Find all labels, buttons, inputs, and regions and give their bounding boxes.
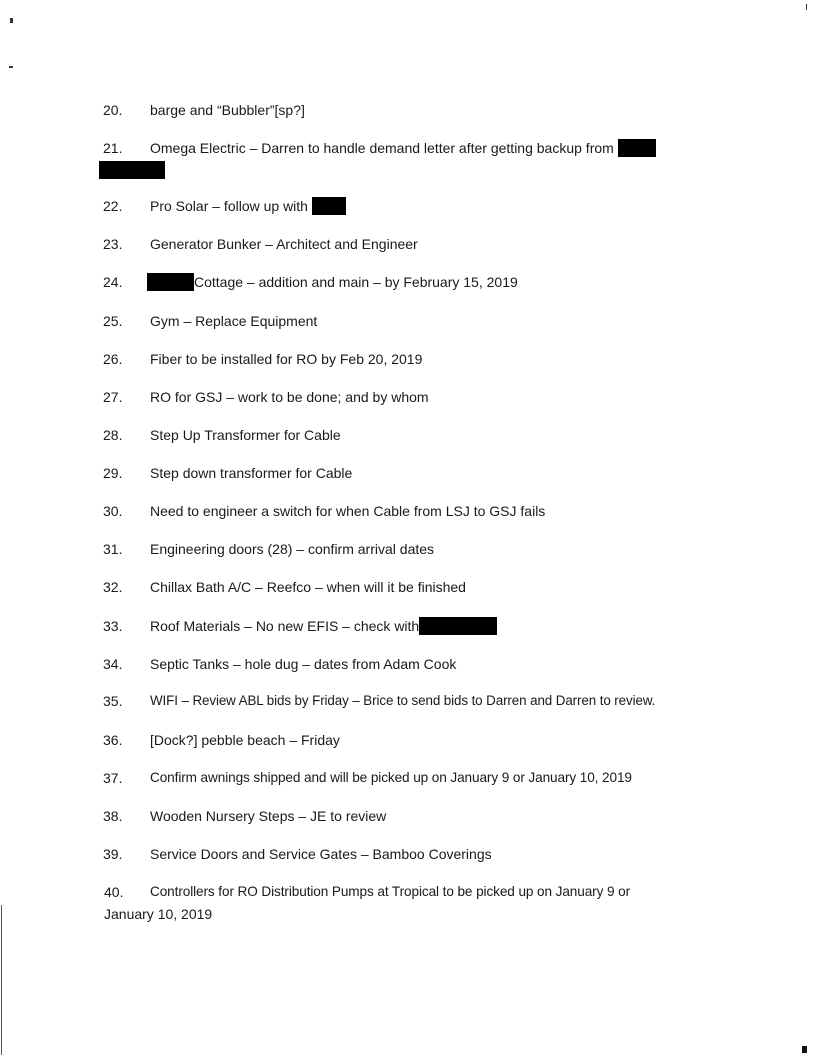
item-text-line	[150, 197, 346, 215]
item-number: 37.	[103, 770, 123, 786]
redaction-box	[99, 161, 165, 179]
item-number: 26.	[103, 351, 123, 367]
item-text: Engineering doors (28) – confirm arrival dates	[150, 541, 435, 557]
scan-speck	[9, 66, 13, 68]
item-text: Service Doors and Service Gates – Bamboo Coverings	[150, 846, 492, 862]
scan-speck	[802, 1046, 807, 1053]
item-text: WIFI – Review ABL bids by Friday – Brice to send bids to Darren and Darren to review.	[150, 693, 656, 708]
redaction-box	[618, 139, 656, 157]
item-number: 24.	[103, 274, 123, 290]
item-text: barge and “Bubbler”[sp?]	[150, 102, 305, 118]
item-text-line	[150, 139, 656, 157]
item-number: 22.	[103, 198, 123, 214]
item-number: 36.	[103, 732, 123, 748]
scan-speck	[10, 18, 13, 23]
item-text: Generator Bunker – Architect and Engineer	[150, 236, 418, 252]
scan-edge-line	[1, 905, 2, 1055]
item-text: Gym – Replace Equipment	[150, 313, 318, 329]
item-number: 39.	[103, 846, 123, 862]
item-text: Pro Solar – follow up with	[150, 198, 308, 214]
item-text: Wooden Nursery Steps – JE to review	[150, 808, 387, 824]
item-text-line	[147, 273, 518, 291]
item-text: RO for GSJ – work to be done; and by whom	[150, 389, 429, 405]
item-number: 40.	[104, 884, 124, 900]
redaction-box	[147, 273, 194, 291]
item-text: Cottage – addition and main – by February 15, 2019	[194, 274, 518, 290]
redaction-box	[312, 197, 346, 215]
item-text: Chillax Bath A/C – Reefco – when will it be finished	[150, 579, 466, 595]
item-text: Septic Tanks – hole dug – dates from Adam Cook	[150, 656, 457, 672]
item-number: 35.	[103, 693, 123, 709]
item-number: 31.	[103, 541, 123, 557]
item-text: Roof Materials – No new EFIS – check with	[150, 618, 420, 634]
item-number: 29.	[103, 465, 123, 481]
item-text: Omega Electric – Darren to handle demand letter after getting backup from	[150, 140, 614, 156]
item-text-line	[150, 617, 497, 635]
item-text: Step Up Transformer for Cable	[150, 427, 341, 443]
item-text: January 10, 2019	[104, 906, 213, 922]
item-number: 33.	[103, 618, 123, 634]
item-text: Step down transformer for Cable	[150, 465, 353, 481]
item-number: 27.	[103, 389, 123, 405]
item-text: Confirm awnings shipped and will be picked up on January 9 or January 10, 2019	[150, 770, 632, 785]
item-text: Fiber to be installed for RO by Feb 20, 2019	[150, 351, 423, 367]
item-number: 38.	[103, 808, 123, 824]
scan-speck	[806, 4, 807, 10]
item-number: 20.	[103, 102, 123, 118]
item-text: Controllers for RO Distribution Pumps at Tropical to be picked up on January 9 or	[150, 884, 630, 899]
item-text: [Dock?] pebble beach – Friday	[150, 732, 340, 748]
item-number: 23.	[103, 236, 123, 252]
item-text: Need to engineer a switch for when Cable from LSJ to GSJ fails	[150, 503, 546, 519]
item-number: 34.	[103, 656, 123, 672]
item-number: 21.	[103, 140, 123, 156]
item-number: 28.	[103, 427, 123, 443]
item-number: 32.	[103, 579, 123, 595]
redaction-box	[419, 617, 497, 635]
item-number: 25.	[103, 313, 123, 329]
item-number: 30.	[103, 503, 123, 519]
